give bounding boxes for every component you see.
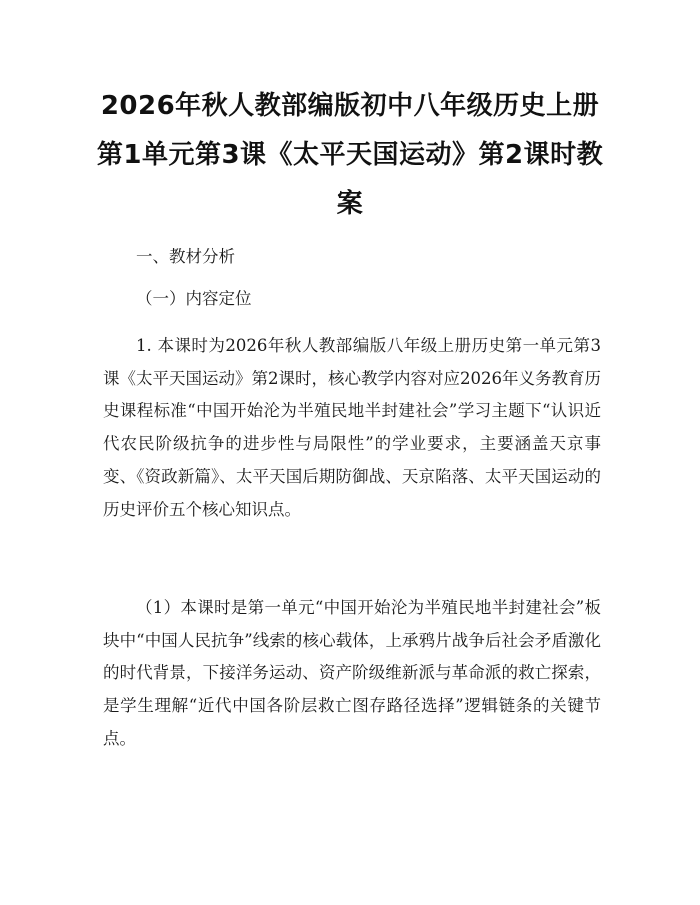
- paragraph-1: 1. 本课时为2026年秋人教部编版八年级上册历史第一单元第3课《太平天国运动》第2课时，核心教学内容对应2026年义务教育历史课程标准“中国开始沦为半殖民地半封建社会”学习主题下“认识近代农民阶级抗争的进步性与局限性”的学业要求，主要涵盖天京事变、《资政新篇》、太平天国后期防御战、天京陷落、太平天国运动的历史评价五个核心知识点。: [103, 336, 601, 519]
- document-title: 2026年秋人教部编版初中八年级历史上册第1单元第3课《太平天国运动》第2课时教案: [96, 91, 604, 219]
- paragraph-2: （1）本课时是第一单元“中国开始沦为半殖民地半封建社会”板块中“中国人民抗争”线索的核心载体，上承鸦片战争后社会矛盾激化的时代背景，下接洋务运动、资产阶级维新派与革命派的救亡探索，是学生理解“近代中国各阶层救亡图存路径选择”逻辑链条的关键节点。: [103, 598, 601, 748]
- section-heading: 一、教材分析: [136, 247, 235, 266]
- subsection-heading: （一）内容定位: [136, 289, 252, 308]
